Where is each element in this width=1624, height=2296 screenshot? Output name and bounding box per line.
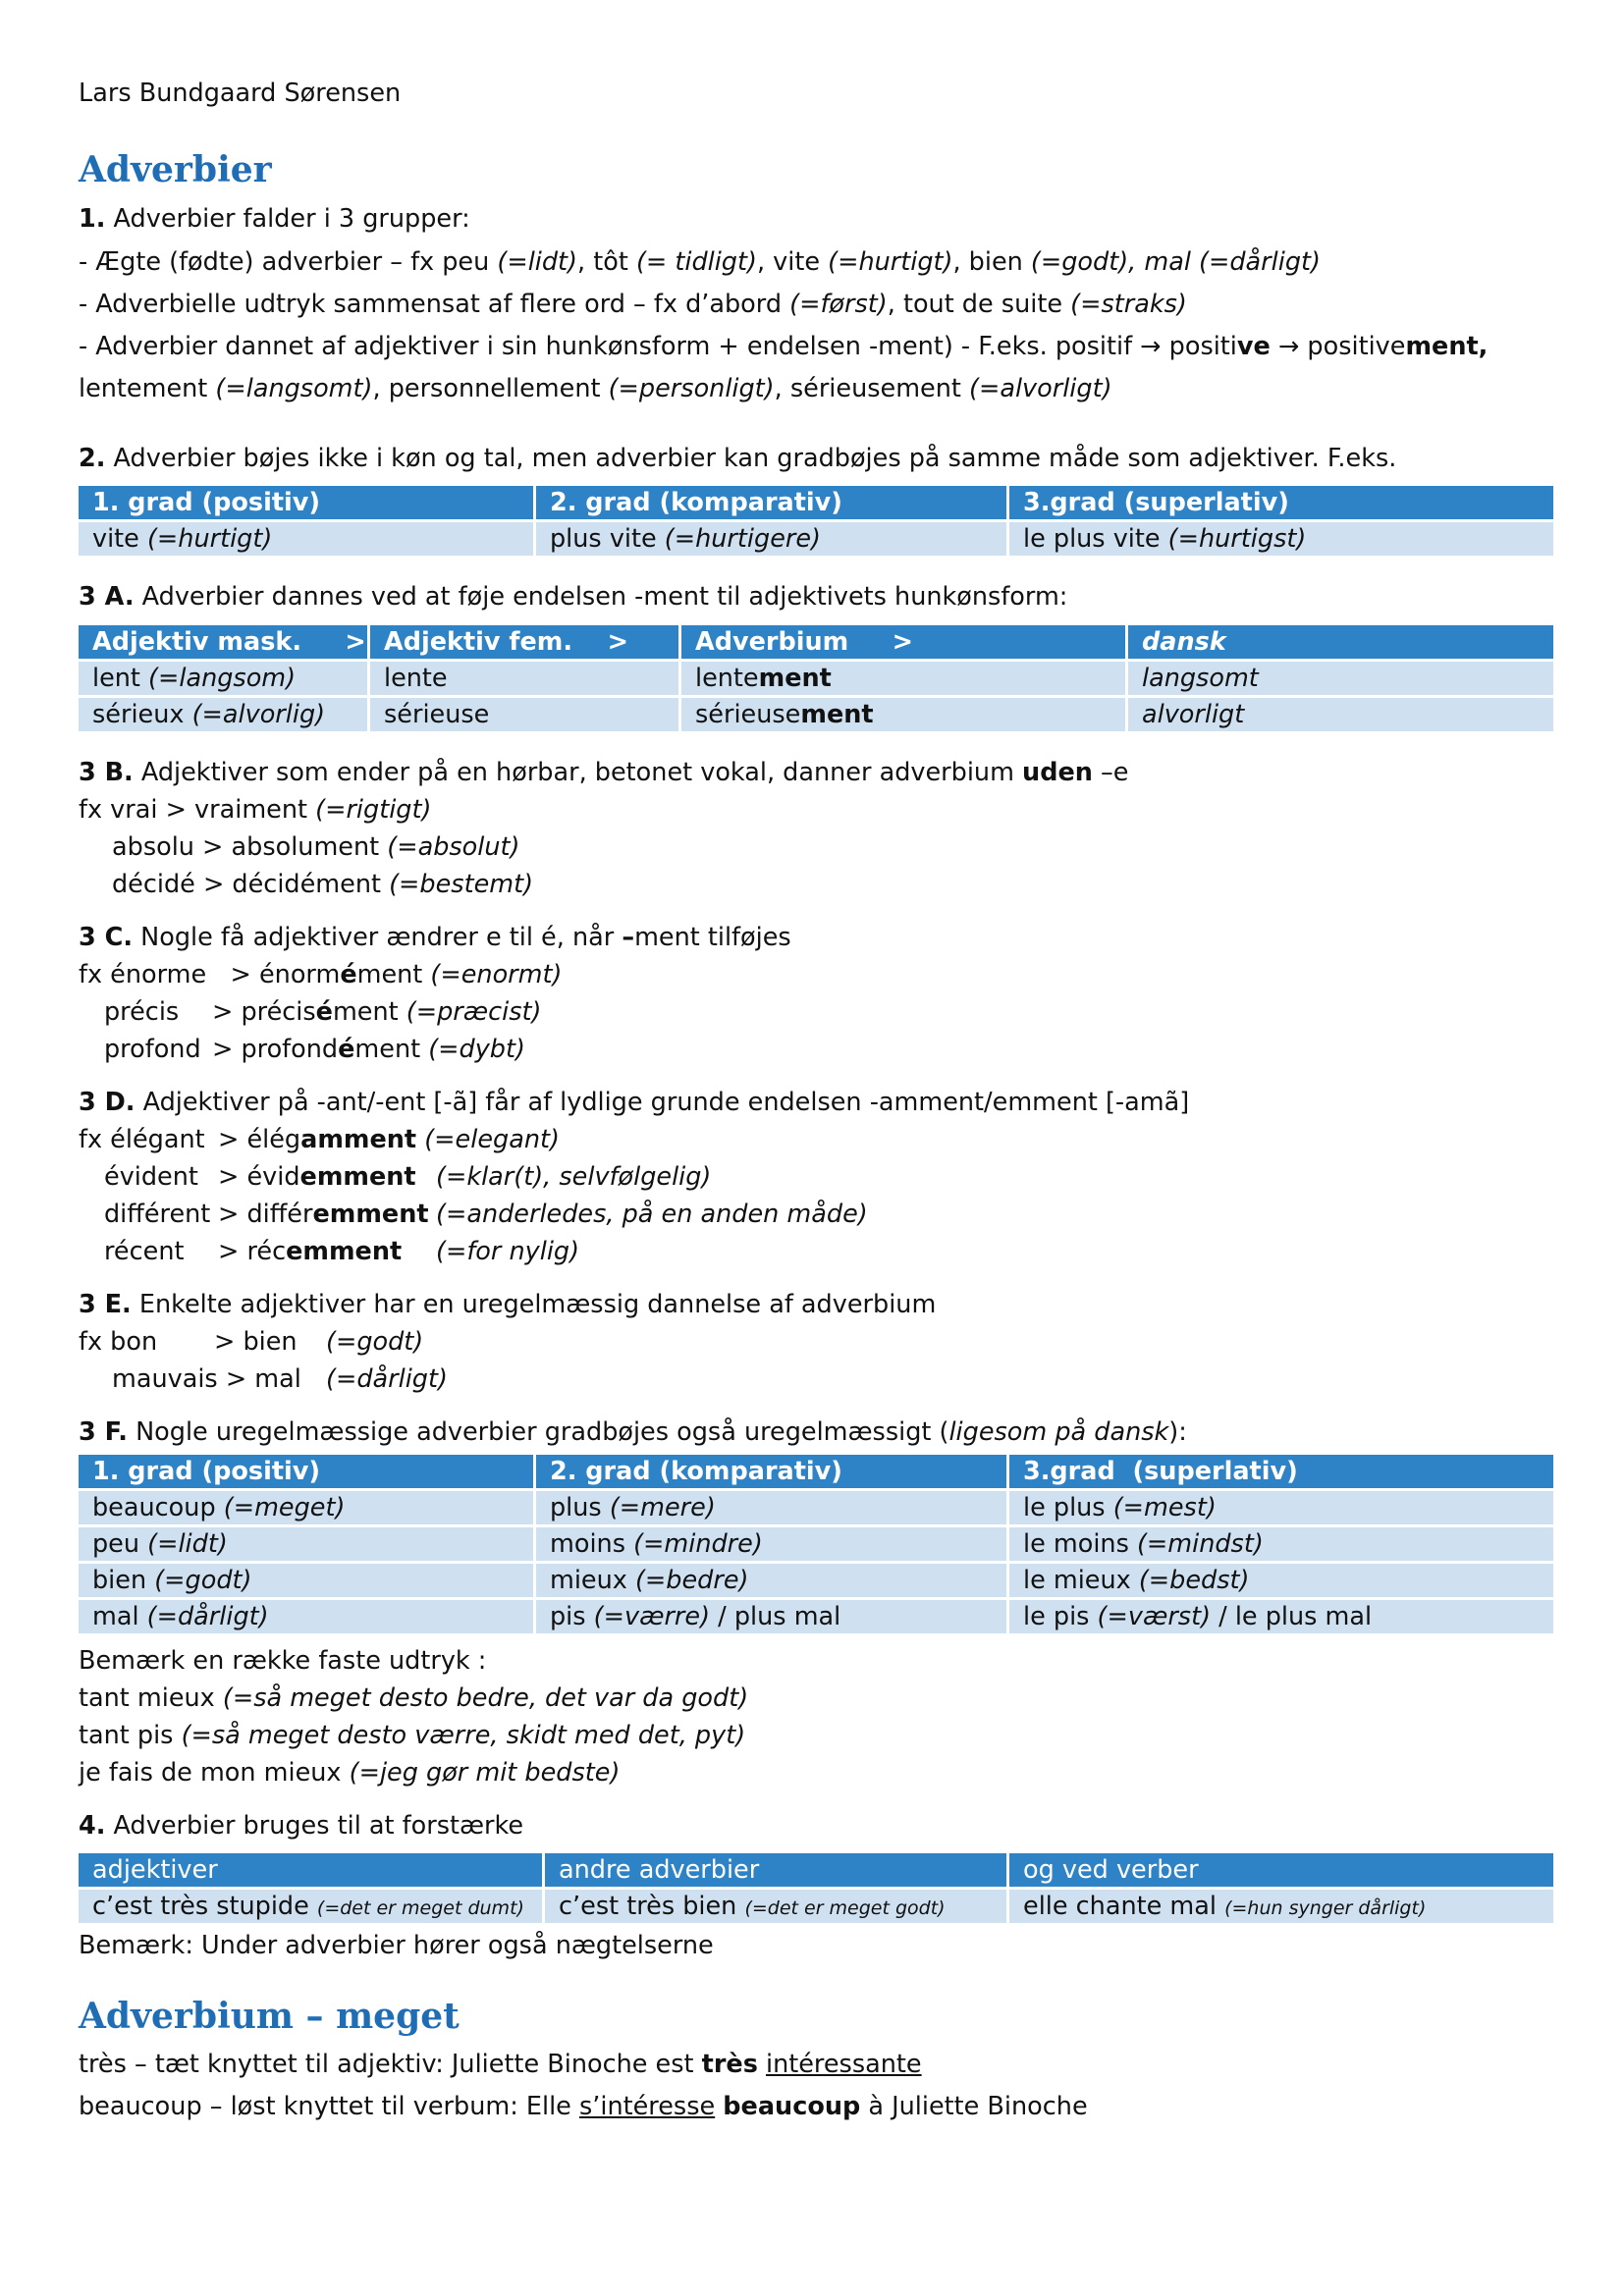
s1-group2: - Adverbielle udtryk sammensat af flere ord – fx d’abord (=først), tout de suite (=straks) — [79, 290, 1187, 319]
table-header: dansk — [1128, 625, 1556, 662]
s3e-example: mauvais > mal (=dårligt) — [112, 1364, 448, 1394]
table-header: Adjektiv fem. > — [370, 625, 681, 662]
s3b-text: 3 B. Adjektiver som ender på en hørbar, betonet vokal, danner adverbium uden –e — [79, 758, 1129, 787]
s1-group1: - Ægte (fødte) adverbier – fx peu (=lidt), tôt (= tidligt), vite (=hurtigt), bien (=godt), mal (=dårligt) — [79, 247, 1321, 277]
s1-group3-examples: lentement (=langsomt), personnellement (=personligt), sérieusement (=alvorligt) — [79, 374, 1112, 403]
table-row: bien (=godt) mieux (=bedre) le mieux (=bedst) — [79, 1564, 1556, 1600]
author-name: Lars Bundgaard Sørensen — [79, 79, 402, 108]
table-header: Adverbium > — [681, 625, 1128, 662]
meget-tres: très – tæt knyttet til adjektiv: Juliette Binoche est très intéressante — [79, 2050, 922, 2079]
s3d-translation: (=anderledes, på en anden måde) — [436, 1200, 868, 1229]
s3d-example: fx élégant > élégamment (=elegant) — [79, 1125, 560, 1154]
s3e-text: 3 E. Enkelte adjektiver har en uregelmæssig dannelse af adverbium — [79, 1290, 937, 1319]
table-row: beaucoup (=meget) plus (=mere) le plus (=mest) — [79, 1491, 1556, 1527]
table-header: andre adverbier — [545, 1853, 1009, 1890]
s3f-note: Bemærk en række faste udtryk : — [79, 1646, 487, 1676]
table-row: vite (=hurtigt) plus vite (=hurtigere) le plus vite (=hurtigst) — [79, 522, 1556, 559]
s3f-text: 3 F. Nogle uregelmæssige adverbier gradbøjes også uregelmæssigt (ligesom på dansk): — [79, 1417, 1187, 1447]
table-irregular — [79, 1455, 1556, 1636]
s3a-text: 3 A. Adverbier dannes ved at føje endelsen -ment til adjektivets hunkønsform: — [79, 582, 1068, 612]
table-header: 3.grad (superlativ) — [1009, 1455, 1556, 1491]
s3b-example: absolu > absolument (=absolut) — [112, 832, 520, 862]
s3d-translation: (=klar(t), selvfølgelig) — [436, 1162, 712, 1192]
s2-text: 2. Adverbier bøjes ikke i køn og tal, men adverbier kan gradbøjes på samme måde som adjektiver. F.eks. — [79, 444, 1397, 473]
s3d-example: évident > évidemment — [104, 1162, 416, 1192]
arrow-right-icon: → — [1277, 332, 1300, 361]
table-header: 1. grad (positiv) — [79, 486, 536, 522]
table-header: Adjektiv mask. > — [79, 625, 370, 662]
table-header: 3.grad (superlativ) — [1009, 486, 1556, 522]
table-header: 2. grad (komparativ) — [536, 1455, 1009, 1491]
s4-text: 4. Adverbier bruges til at forstærke — [79, 1811, 524, 1841]
table-row: mal (=dårligt) pis (=værre) / plus mal le pis (=værst) / le plus mal — [79, 1600, 1556, 1636]
table-grades — [79, 486, 1556, 559]
table-row: peu (=lidt) moins (=mindre) le moins (=mindst) — [79, 1527, 1556, 1564]
arrow-right-icon: → — [1140, 332, 1162, 361]
s3d-text: 3 D. Adjektiver på -ant/-ent [-ã] får af lydlige grunde endelsen -amment/emment [-amã] — [79, 1088, 1190, 1117]
s3b-example: décidé > décidément (=bestemt) — [112, 870, 534, 899]
table-header: og ved verber — [1009, 1853, 1556, 1890]
table-header: 1. grad (positiv) — [79, 1455, 536, 1491]
s3c-text: 3 C. Nogle få adjektiver ændrer e til é, når –ment tilføjes — [79, 923, 791, 952]
s4-note: Bemærk: Under adverbier hører også nægtelserne — [79, 1931, 714, 1960]
s3d-example: différent > différemment — [104, 1200, 429, 1229]
s3e-example: fx bon > bien (=godt) — [79, 1327, 424, 1357]
s3b-example: fx vrai > vraiment (=rigtigt) — [79, 795, 432, 825]
heading-adverbium-meget: Adverbium – meget — [79, 1996, 460, 2037]
table-header: adjektiver — [79, 1853, 545, 1890]
table-ment — [79, 625, 1556, 734]
s3c-example: fx énorme > énormément (=enormt) — [79, 960, 563, 989]
s3d-example: récent > récemment — [104, 1237, 403, 1266]
s3c-example: profond > profondément (=dybt) — [104, 1035, 525, 1064]
s3f-expression: tant mieux (=så meget desto bedre, det var da godt) — [79, 1683, 749, 1713]
heading-adverbier: Adverbier — [79, 149, 272, 190]
s3d-translation: (=for nylig) — [436, 1237, 580, 1266]
table-row: lent (=langsom) lente lentement langsomt — [79, 662, 1556, 698]
table-strengthen — [79, 1853, 1556, 1926]
meget-beaucoup: beaucoup – løst knyttet til verbum: Elle s’intéresse beaucoup à Juliette Binoche — [79, 2092, 1088, 2121]
s1-intro: 1. Adverbier falder i 3 grupper: — [79, 204, 470, 234]
s3c-example: précis > précisément (=præcist) — [104, 997, 542, 1027]
s3f-expression: tant pis (=så meget desto værre, skidt med det, pyt) — [79, 1721, 746, 1750]
s3f-expression: je fais de mon mieux (=jeg gør mit bedste) — [79, 1758, 621, 1788]
s1-group3: - Adverbier dannet af adjektiver i sin hunkønsform + endelsen -ment) - F.eks. positif → positive → positivement, — [79, 332, 1489, 361]
table-header: 2. grad (komparativ) — [536, 486, 1009, 522]
table-row: c’est très stupide (=det er meget dumt) c’est très bien (=det er meget godt) elle chante mal (=hun synger dårligt) — [79, 1890, 1556, 1926]
table-row: sérieux (=alvorlig) sérieuse sérieusement alvorligt — [79, 698, 1556, 734]
